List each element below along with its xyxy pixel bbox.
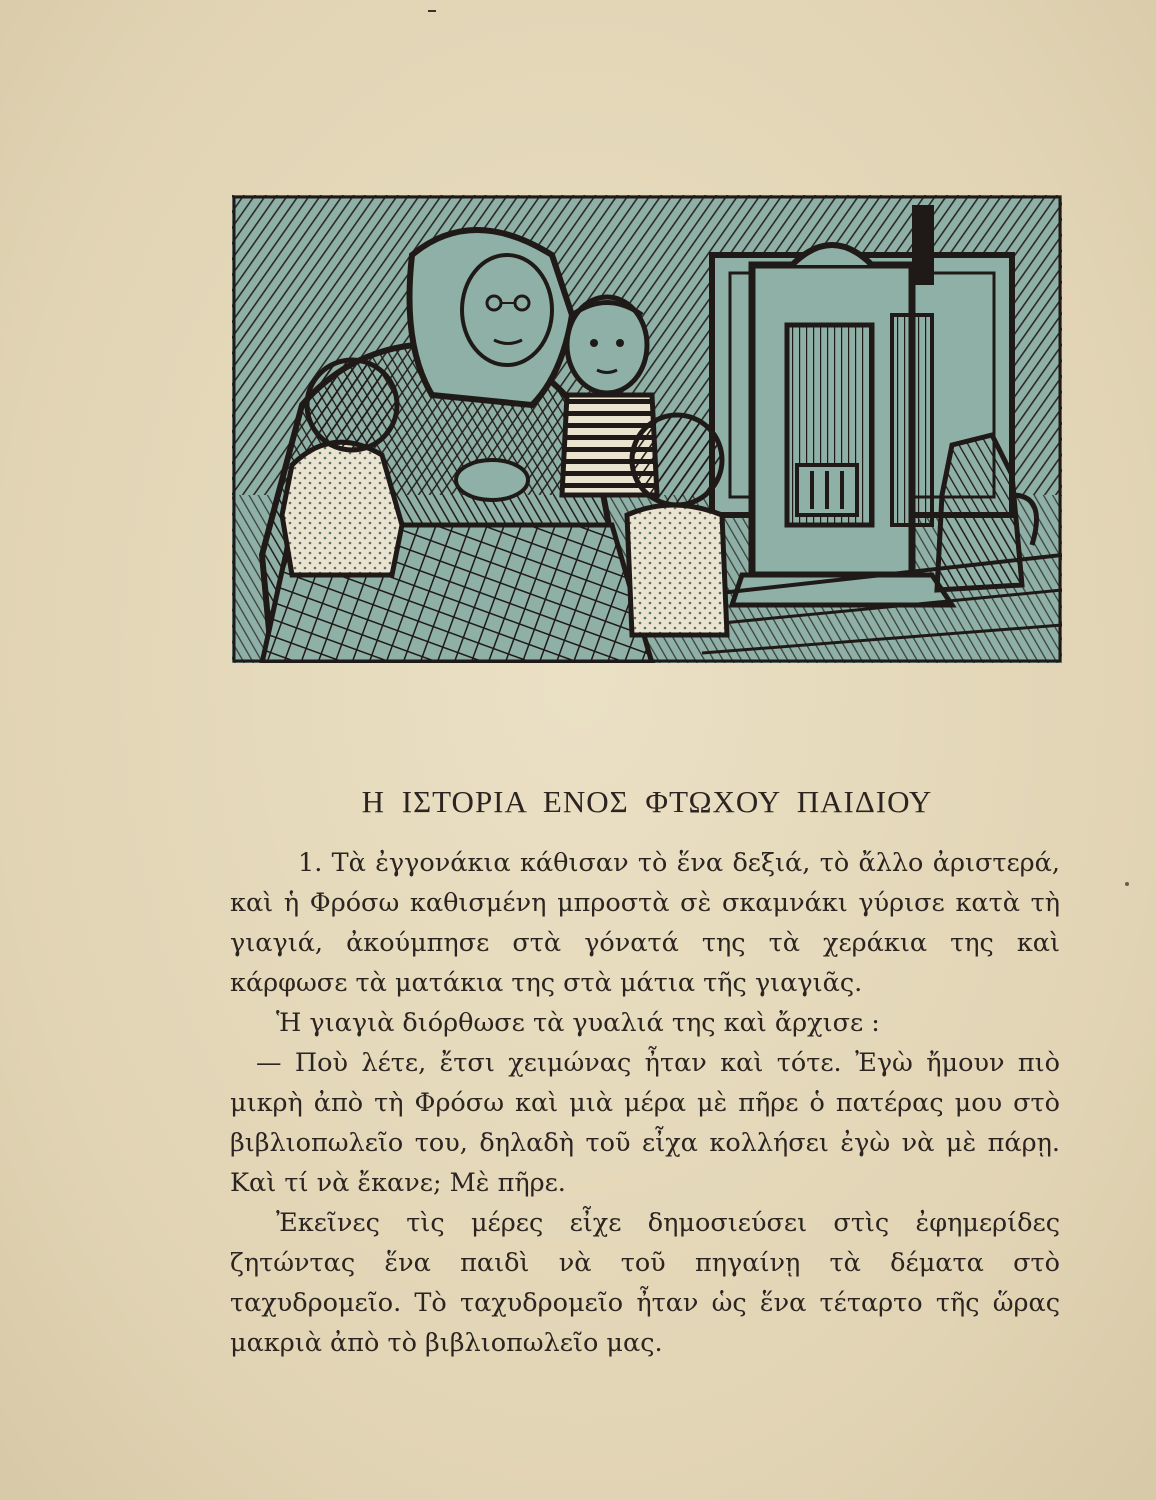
body-text <box>230 843 1060 1363</box>
paragraph: 1. Τὰ ἐγγονάκια κάθισαν τὸ ἕνα δεξιά, τὸ ἄλλο ἀριστερά, καὶ ἡ Φρόσω καθισμένη μπροστὰ σὲ σκαμνάκι γύρισε κατὰ τὴ γιαγιά, ἀκούμπησε στὰ γόνατά της τὰ χεράκια της καὶ κάρφωσε τὰ ματάκια της στὰ μάτια τῆς γιαγιᾶς. <box>230 848 1060 998</box>
chapter-title: Η ΙΣΤΟΡΙΑ ΕΝΟΣ ΦΤΩΧΟΥ ΠΑΙΔΙΟΥ <box>361 784 933 819</box>
ink-speck <box>1125 882 1129 886</box>
paragraph: — Ποὺ λέτε, ἔτσι χειμώνας ἦταν καὶ τότε. Ἐγὼ ἤμουν πιὸ μικρὴ ἀπὸ τὴ Φρόσω καὶ μιὰ μέρα μὲ πῆρε ὁ πατέρας μου στὸ βιβλιοπωλεῖο του, δηλαδὴ τοῦ εἶχα κολλήσει ἐγὼ νὰ μὲ πάρῃ. Καὶ τί νὰ ἔκανε; Μὲ πῆρε. <box>230 1048 1060 1198</box>
paragraph: Ἡ γιαγιὰ διόρθωσε τὰ γυαλιά της καὶ ἄρχισε : <box>276 1008 880 1038</box>
illustration <box>232 195 1062 663</box>
paragraph: Ἐκεῖνες τὶς μέρες εἶχε δημοσιεύσει στὶς ἐφημερίδες ζητώντας ἕνα παιδὶ νὰ τοῦ πηγαίνῃ τὰ δέματα στὸ ταχυδρομεῖο. Τὸ ταχυδρομεῖο ἦταν ὡς ἕνα τέταρτο τῆς ὥρας μακριὰ ἀπὸ τὸ βιβλιοπωλεῖο μας. <box>230 1208 1060 1358</box>
ink-speck <box>428 10 436 12</box>
grandmother-with-children-by-stove-illustration <box>232 195 1062 663</box>
